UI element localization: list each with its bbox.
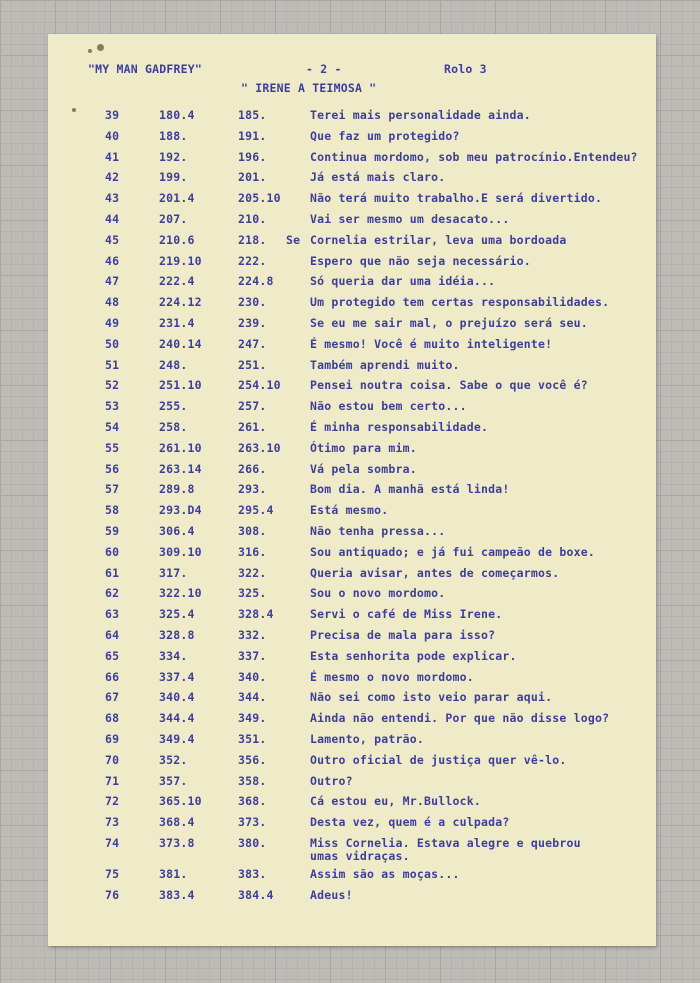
time-in: 349.4 (159, 732, 195, 746)
time-out: 316. (238, 544, 267, 559)
subtitle-row (48, 420, 656, 440)
time-in: 306.4 (159, 524, 195, 538)
time-out: 325. (238, 586, 267, 601)
time-out: 185. (238, 108, 267, 122)
subtitle-row (48, 586, 656, 606)
time-in: 317. (159, 565, 188, 580)
time-in: 344.4 (159, 711, 195, 726)
cue-number: 52 (105, 378, 120, 393)
time-in: 201.4 (159, 191, 195, 206)
subtitle-text: Lamento, patrão. (310, 732, 424, 746)
time-out: 222. (238, 253, 267, 268)
time-out: 340. (238, 669, 267, 684)
subtitle-row (48, 711, 656, 731)
subtitle-text: Esta senhorita pode explicar. (310, 648, 517, 663)
time-in: 180.4 (159, 108, 195, 122)
time-out: 344. (238, 690, 267, 705)
cue-number: 51 (105, 357, 120, 372)
subtitle-row (48, 316, 656, 336)
subtitle-text: Precisa de mala para isso? (310, 628, 496, 642)
stain-mark (88, 49, 92, 53)
subtitle-text: Ainda não entendi. Por que não disse logo? (310, 711, 610, 726)
time-in: 231.4 (159, 316, 195, 330)
subtitle-row (48, 503, 656, 523)
time-in: 248. (159, 357, 188, 372)
subtitle-text: Cá estou eu, Mr.Bullock. (310, 794, 481, 809)
time-out: 332. (238, 628, 267, 642)
subtitle-text: Está mesmo. (310, 503, 389, 518)
time-in: 219.10 (159, 253, 202, 268)
time-out: 257. (238, 399, 267, 414)
subtitle-row (48, 566, 656, 586)
speaker-prefix: Se (286, 232, 301, 247)
time-out: 205.10 (238, 191, 281, 206)
subtitle-text: Miss Cornelia. Estava alegre e quebrou (310, 836, 581, 850)
time-in: 368.4 (159, 815, 195, 830)
subtitle-row (48, 815, 656, 835)
time-in: 373.8 (159, 836, 195, 850)
time-in: 207. (159, 212, 188, 226)
time-out: 261. (238, 420, 267, 434)
subtitle-text: Sou o novo mordomo. (310, 586, 446, 601)
typed-page (48, 34, 656, 946)
subtitle-text: Não estou bem certo... (310, 399, 467, 414)
subtitle-text: Ótimo para mim. (310, 440, 417, 455)
subtitle-row (48, 774, 656, 794)
time-in: 224.12 (159, 295, 202, 310)
cue-number: 41 (105, 149, 120, 164)
subtitle-row (48, 836, 656, 863)
time-out: 373. (238, 815, 267, 830)
time-in: 261.10 (159, 440, 202, 455)
subtitle-text: Vai ser mesmo um desacato... (310, 212, 510, 226)
subtitle-text: Outro oficial de justiça quer vê-lo. (310, 752, 567, 767)
cue-number: 70 (105, 752, 120, 767)
subtitle-text: É mesmo o novo mordomo. (310, 669, 474, 684)
subtitle-row (48, 545, 656, 565)
time-out: 247. (238, 336, 267, 351)
subtitle-text: Não terá muito trabalho.E será divertido. (310, 191, 603, 206)
cue-number: 53 (105, 399, 120, 414)
cue-number: 73 (105, 815, 120, 830)
cue-number: 66 (105, 669, 120, 684)
subtitle-text: Só queria dar uma idéia... (310, 274, 496, 289)
cue-number: 48 (105, 295, 120, 310)
time-in: 222.4 (159, 274, 195, 289)
subtitle-row (48, 794, 656, 814)
time-out: 196. (238, 149, 267, 164)
subtitle-text: Cornelia estrilar, leva uma bordoada (310, 232, 567, 247)
time-out: 349. (238, 711, 267, 726)
time-out: 191. (238, 128, 267, 143)
time-in: 381. (159, 866, 188, 881)
subtitle-row (48, 254, 656, 274)
subtitle-row (48, 358, 656, 378)
cue-number: 40 (105, 128, 120, 143)
cue-number: 67 (105, 690, 120, 705)
cue-number: 68 (105, 711, 120, 726)
time-in: 210.6 (159, 232, 195, 247)
time-out: 293. (238, 482, 267, 497)
time-out: 368. (238, 794, 267, 809)
subtitle-row (48, 150, 656, 170)
subtitle-row (48, 524, 656, 544)
subtitle-row (48, 129, 656, 149)
time-out: 263.10 (238, 440, 281, 455)
time-in: 263.14 (159, 461, 202, 476)
time-in: 192. (159, 149, 188, 164)
cue-number: 72 (105, 794, 120, 809)
film-title: "MY MAN GADFREY" (88, 62, 202, 76)
time-out: 328.4 (238, 607, 274, 622)
time-out: 384.4 (238, 887, 274, 902)
scene-subtitle: " IRENE A TEIMOSA " (241, 81, 377, 95)
time-out: 218. (238, 232, 267, 247)
time-in: 337.4 (159, 669, 195, 684)
subtitle-row (48, 170, 656, 190)
time-out: 251. (238, 357, 267, 372)
time-out: 210. (238, 212, 267, 226)
time-in: 325.4 (159, 607, 195, 622)
subtitle-text: Pensei noutra coisa. Sabe o que você é? (310, 378, 588, 393)
cue-number: 57 (105, 482, 120, 497)
subtitle-row (48, 670, 656, 690)
cue-number: 64 (105, 628, 120, 642)
subtitle-text: Que faz um protegido? (310, 128, 460, 143)
time-out: 201. (238, 170, 267, 185)
time-out: 266. (238, 461, 267, 476)
subtitle-row (48, 888, 656, 908)
subtitle-text: Bom dia. A manhã está linda! (310, 482, 510, 497)
time-out: 358. (238, 773, 267, 788)
subtitle-row (48, 690, 656, 710)
time-out: 224.8 (238, 274, 274, 289)
time-in: 383.4 (159, 887, 195, 902)
cue-number: 76 (105, 887, 120, 902)
subtitle-text: Servi o café de Miss Irene. (310, 607, 503, 622)
time-in: 258. (159, 420, 188, 434)
cue-number: 75 (105, 866, 120, 881)
subtitle-text: Se eu me sair mal, o prejuízo será seu. (310, 316, 588, 330)
cue-number: 46 (105, 253, 120, 268)
subtitle-text: Não tenha pressa... (310, 524, 446, 538)
time-out: 322. (238, 565, 267, 580)
time-out: 295.4 (238, 503, 274, 518)
subtitle-text: É minha responsabilidade. (310, 420, 489, 434)
cue-number: 59 (105, 524, 120, 538)
time-in: 328.8 (159, 628, 195, 642)
subtitle-row (48, 753, 656, 773)
time-in: 357. (159, 773, 188, 788)
time-in: 240.14 (159, 336, 202, 351)
time-out: 230. (238, 295, 267, 310)
cue-number: 42 (105, 170, 120, 185)
subtitle-text: Adeus! (310, 887, 353, 902)
time-in: 340.4 (159, 690, 195, 705)
subtitle-row (48, 295, 656, 315)
cue-number: 47 (105, 274, 120, 289)
time-in: 289.8 (159, 482, 195, 497)
cue-number: 43 (105, 191, 120, 206)
cue-number: 60 (105, 544, 120, 559)
time-in: 199. (159, 170, 188, 185)
time-out: 254.10 (238, 378, 281, 393)
time-in: 251.10 (159, 378, 202, 393)
subtitle-row (48, 191, 656, 211)
cue-number: 45 (105, 232, 120, 247)
time-in: 188. (159, 128, 188, 143)
time-out: 383. (238, 866, 267, 881)
time-in: 334. (159, 648, 188, 663)
time-in: 293.D4 (159, 503, 202, 518)
subtitle-row (48, 649, 656, 669)
subtitle-text: Também aprendi muito. (310, 357, 460, 372)
time-out: 337. (238, 648, 267, 663)
subtitle-text: Terei mais personalidade ainda. (310, 108, 531, 122)
time-out: 308. (238, 524, 267, 538)
subtitle-row (48, 108, 656, 128)
cue-number: 74 (105, 836, 120, 850)
time-out: 351. (238, 732, 267, 746)
cue-number: 56 (105, 461, 120, 476)
subtitle-row (48, 212, 656, 232)
subtitle-text: Vá pela sombra. (310, 461, 417, 476)
subtitle-row (48, 482, 656, 502)
cue-number: 61 (105, 565, 120, 580)
reel-label: Rolo 3 (444, 62, 487, 76)
cue-number: 62 (105, 586, 120, 601)
subtitle-row (48, 628, 656, 648)
cue-number: 44 (105, 212, 120, 226)
subtitle-row (48, 378, 656, 398)
cue-number: 55 (105, 440, 120, 455)
subtitle-row (48, 441, 656, 461)
subtitle-row (48, 607, 656, 627)
cue-number: 63 (105, 607, 120, 622)
cue-number: 58 (105, 503, 120, 518)
subtitle-row (48, 274, 656, 294)
time-in: 255. (159, 399, 188, 414)
subtitle-text: É mesmo! Você é muito inteligente! (310, 336, 553, 351)
time-in: 352. (159, 752, 188, 767)
subtitle-text: Não sei como isto veio parar aqui. (310, 690, 553, 705)
subtitle-text-continued: umas vidraças. (310, 849, 410, 863)
subtitle-row (48, 462, 656, 482)
time-in: 365.10 (159, 794, 202, 809)
subtitle-text: Continua mordomo, sob meu patrocínio.Entendeu? (310, 149, 638, 164)
subtitle-text: Outro? (310, 773, 353, 788)
subtitle-text: Sou antiquado; e já fui campeão de boxe. (310, 544, 595, 559)
subtitle-row (48, 337, 656, 357)
subtitle-row (48, 399, 656, 419)
subtitle-text: Um protegido tem certas responsabilidades. (310, 295, 610, 310)
cue-number: 39 (105, 108, 120, 122)
stain-mark (97, 44, 104, 51)
subtitle-text: Queria avisar, antes de começarmos. (310, 565, 560, 580)
cue-number: 50 (105, 336, 120, 351)
cue-number: 54 (105, 420, 120, 434)
cue-number: 69 (105, 732, 120, 746)
subtitle-text: Espero que não seja necessário. (310, 253, 531, 268)
time-out: 380. (238, 836, 267, 850)
subtitle-text: Assim são as moças... (310, 866, 460, 881)
time-in: 322.10 (159, 586, 202, 601)
subtitle-text: Já está mais claro. (310, 170, 446, 185)
subtitle-row (48, 732, 656, 752)
subtitle-row (48, 233, 656, 253)
subtitle-text: Desta vez, quem é a culpada? (310, 815, 510, 830)
subtitle-row (48, 867, 656, 887)
cue-number: 65 (105, 648, 120, 663)
page-number: - 2 - (306, 62, 342, 76)
time-out: 356. (238, 752, 267, 767)
time-in: 309.10 (159, 544, 202, 559)
cue-number: 49 (105, 316, 120, 330)
cue-number: 71 (105, 773, 120, 788)
time-out: 239. (238, 316, 267, 330)
